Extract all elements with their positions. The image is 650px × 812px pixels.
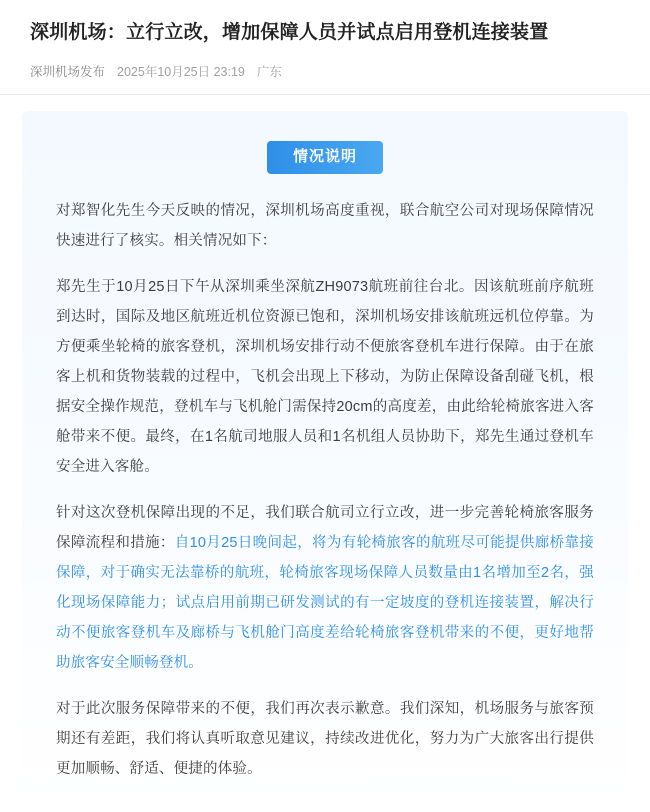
meta-region: 广东 xyxy=(256,65,282,79)
meta-source: 深圳机场发布 xyxy=(30,65,106,79)
status-badge: 情况说明 xyxy=(267,141,383,174)
paragraph-measures xyxy=(56,498,594,678)
header-divider xyxy=(0,94,650,95)
paragraph-intro: 对郑智化先生今天反映的情况，深圳机场高度重视，联合航空公司对现场保障情况快速进行了核实。相关情况如下： xyxy=(56,203,594,249)
paragraph-apology: 对于此次服务保障带来的不便，我们再次表示歉意。我们深知，机场服务与旅客预期还有差距，我们将认真听取意见建议，持续改进优化，努力为广大旅客出行提供更加顺畅、舒适、便捷的体验。 xyxy=(56,701,594,777)
page-title: 深圳机场：立行立改，增加保障人员并试点启用登机连接装置 xyxy=(30,22,549,43)
measures-highlight: 自10月25日晚间起，将为有轮椅旅客的航班尽可能提供廊桥靠接保障，对于确实无法靠桥的航班，轮椅旅客现场保障人员数量由1名增加至2名，强化现场保障能力；试点启用前期已研发测试的有一定坡度的登机连接装置，解决行动不便旅客登机车及廊桥与飞机舱门高度差给轮椅旅客登机带来的不便，更好地帮助旅客安全顺畅登机。 xyxy=(56,535,594,671)
statement-card xyxy=(22,111,628,812)
meta-timestamp: 2025年10月25日 23:19 xyxy=(117,65,245,79)
paragraph-details: 郑先生于10月25日下午从深圳乘坐深航ZH9073航班前往台北。因该航班前序航班到达时，国际及地区航班近机位资源已饱和，深圳机场安排该航班远机位停靠。为方便乘坐轮椅的旅客登机，深圳机场安排行动不便旅客登机车进行保障。由于在旅客上机和货物装载的过程中，飞机会出现上下移动，为防止保障设备刮碰飞机，根据安全操作规范，登机车与飞机舱门需保持20cm的高度差，由此给轮椅旅客进入客舱带来不便。最终，在1名航司地服人员和1名机组人员协助下，郑先生通过登机车安全进入客舱。 xyxy=(56,279,594,475)
article-header xyxy=(0,0,650,94)
article-meta xyxy=(30,62,620,94)
measures-prefix: 针对这次登机保障出现的不足，我们联合航司立行立改，进一步完善轮椅旅客服务保障流程和措施： xyxy=(56,505,594,551)
badge-row xyxy=(56,141,594,174)
